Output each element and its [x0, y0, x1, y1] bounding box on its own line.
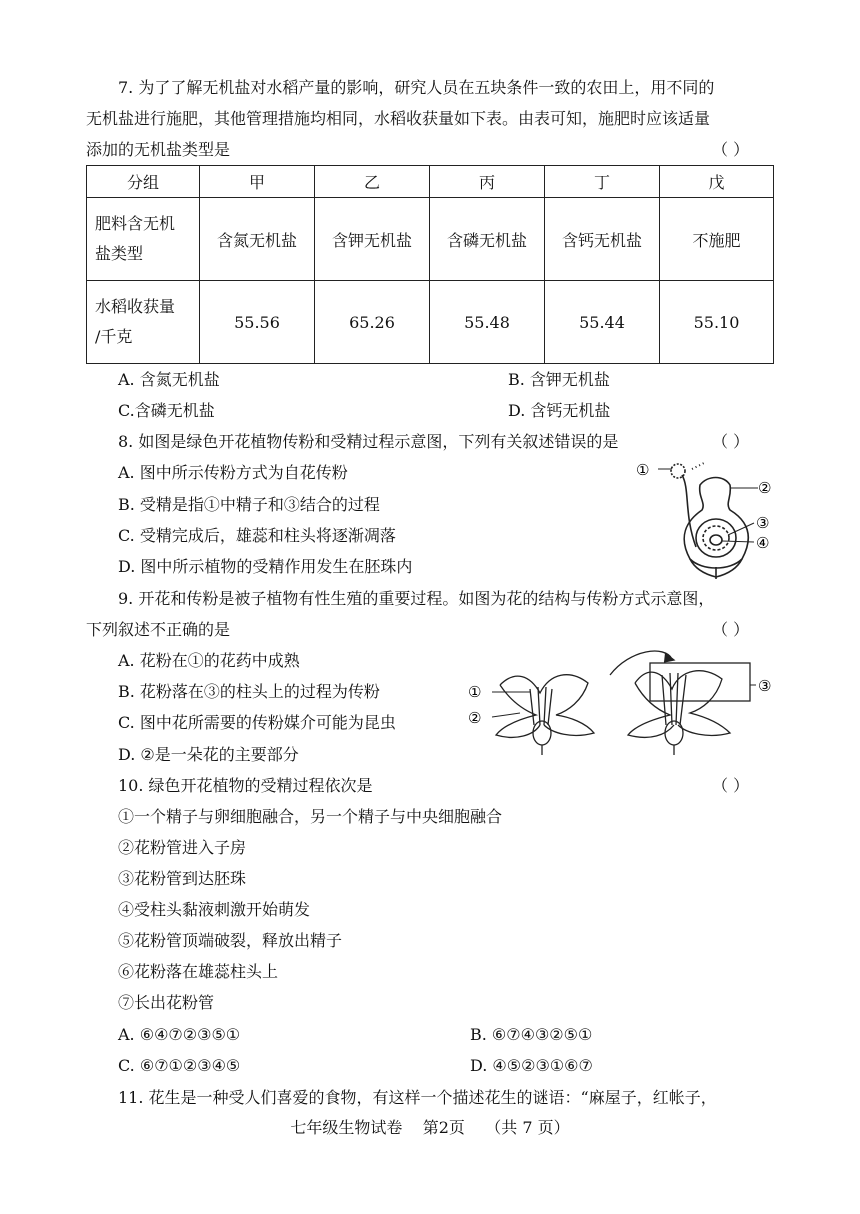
table-row — [87, 281, 774, 364]
q8-option-c: C. 受精完成后，雄蕊和柱头将逐渐凋落 — [118, 526, 396, 545]
table-row-label — [87, 198, 200, 281]
row-label-line: 肥料含无机 — [95, 214, 176, 233]
q7-option-b: B. 含钾无机盐 — [508, 370, 610, 389]
q10-stem: 10. 绿色开花植物的受精过程依次是 — [118, 776, 373, 795]
diagram-label: ③ — [758, 677, 772, 695]
table-row — [87, 198, 774, 281]
table-cell: 含钙无机盐 — [545, 198, 660, 281]
flower-pollination-diagram — [460, 645, 780, 755]
q7-option-d: D. 含钙无机盐 — [508, 401, 611, 420]
q7-line1: 7. 为了了解无机盐对水稻产量的影响，研究人员在五块条件一致的农田上，用不同的 — [118, 78, 715, 97]
q8-stem: 8. 如图是绿色开花植物传粉和受精过程示意图，下列有关叙述错误的是 — [118, 432, 619, 451]
q9-line1: 9. 开花和传粉是被子植物有性生殖的重要过程。如图为花的结构与传粉方式示意图， — [118, 589, 715, 608]
row-label-line: /千克 — [95, 327, 133, 346]
page-footer: 七年级生物试卷 第2页 （共 7 页） — [290, 1118, 570, 1137]
table-cell: 55.56 — [200, 281, 315, 364]
table-cell: 含磷无机盐 — [430, 198, 545, 281]
q10-step: ②花粉管进入子房 — [118, 838, 247, 857]
q9-answer-paren: （ ） — [712, 620, 750, 639]
table-header-row — [87, 166, 774, 198]
q8-answer-paren: （ ） — [712, 432, 750, 451]
q10-step: ③花粉管到达胚珠 — [118, 869, 247, 888]
q9-line2: 下列叙述不正确的是 — [86, 620, 231, 639]
diagram-label: ④ — [756, 534, 770, 552]
diagram-label: ① — [468, 683, 482, 701]
row-label-line: 盐类型 — [95, 244, 144, 263]
diagram-label: ① — [636, 461, 650, 479]
q10-step: ⑥花粉落在雄蕊柱头上 — [118, 962, 279, 981]
q8-option-b: B. 受精是指①中精子和③结合的过程 — [118, 495, 380, 514]
table-cell: 65.26 — [315, 281, 430, 364]
diagram-label: ③ — [756, 514, 770, 532]
pollination-fertilization-diagram — [630, 455, 780, 580]
q9-option-b: B. 花粉落在③的柱头上的过程为传粉 — [118, 682, 380, 701]
row-label-line: 水稻收获量 — [95, 297, 176, 316]
table-header-cell: 甲 — [200, 166, 315, 198]
q9-option-c: C. 图中花所需要的传粉媒介可能为昆虫 — [118, 713, 396, 732]
q10-option-a: A. ⑥④⑦②③⑤① — [118, 1025, 241, 1044]
q9-option-d: D. ②是一朵花的主要部分 — [118, 745, 299, 764]
table-cell: 55.44 — [545, 281, 660, 364]
table-cell: 含钾无机盐 — [315, 198, 430, 281]
q11-line1: 11. 花生是一种受人们喜爱的食物，有这样一个描述花生的谜语：“麻屋子，红帐子， — [118, 1088, 717, 1107]
table-header-cell: 丙 — [430, 166, 545, 198]
q7-answer-paren: （ ） — [712, 140, 750, 159]
q7-option-a: A. 含氮无机盐 — [118, 370, 220, 389]
table-cell: 55.48 — [430, 281, 545, 364]
q9-option-a: A. 花粉在①的花药中成熟 — [118, 651, 300, 670]
table-cell: 55.10 — [660, 281, 774, 364]
table-cell: 不施肥 — [660, 198, 774, 281]
q10-option-d: D. ④⑤②③①⑥⑦ — [470, 1056, 593, 1075]
q8-option-a: A. 图中所示传粉方式为自花传粉 — [118, 463, 348, 482]
q10-step: ④受柱头黏液刺激开始萌发 — [118, 900, 311, 919]
q10-option-b: B. ⑥⑦④③②⑤① — [470, 1025, 593, 1044]
q10-option-c: C. ⑥⑦①②③④⑤ — [118, 1056, 241, 1075]
q10-step: ⑤花粉管顶端破裂，释放出精子 — [118, 931, 343, 950]
q10-answer-paren: （ ） — [712, 776, 750, 795]
table-header-cell: 乙 — [315, 166, 430, 198]
q7-results-table — [86, 165, 774, 364]
table-header-cell: 丁 — [545, 166, 660, 198]
q7-option-c: C.含磷无机盐 — [118, 401, 215, 420]
table-header-cell: 戊 — [660, 166, 774, 198]
table-header-cell: 分组 — [87, 166, 200, 198]
q7-line2: 无机盐进行施肥，其他管理措施均相同，水稻收获量如下表。由表可知，施肥时应该适量 — [86, 109, 711, 128]
q8-option-d: D. 图中所示植物的受精作用发生在胚珠内 — [118, 557, 413, 576]
q10-step: ①一个精子与卵细胞融合，另一个精子与中央细胞融合 — [118, 807, 503, 826]
table-cell: 含氮无机盐 — [200, 198, 315, 281]
table-row-label — [87, 281, 200, 364]
diagram-label: ② — [468, 709, 482, 727]
diagram-label: ② — [758, 479, 772, 497]
q7-line3: 添加的无机盐类型是 — [86, 140, 231, 159]
q10-step: ⑦长出花粉管 — [118, 993, 215, 1012]
